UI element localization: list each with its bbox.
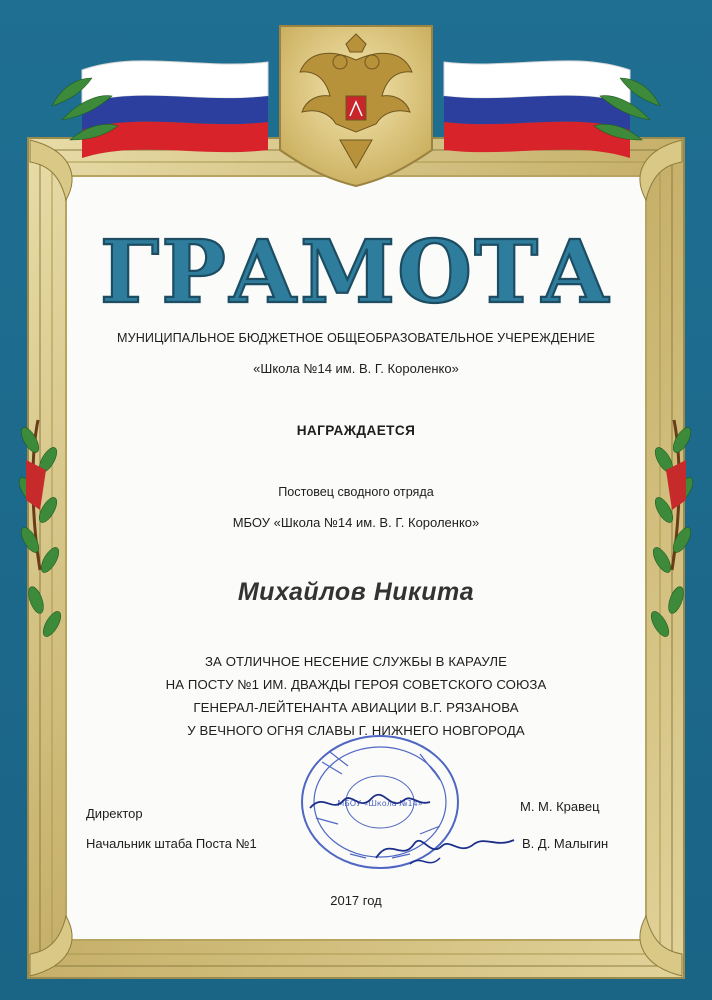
svg-text:ГРАМОТА: ГРАМОТА bbox=[99, 222, 613, 318]
reason-line: У ВЕЧНОГО ОГНЯ СЛАВЫ Г. НИЖНЕГО НОВГОРОДА bbox=[187, 723, 525, 738]
signatory-name-director: М. М. Кравец bbox=[520, 799, 600, 814]
stamp-text: МБОУ «Школа №14» bbox=[337, 799, 423, 808]
reason-line: ГЕНЕРАЛ-ЛЕЙТЕНАНТА АВИАЦИИ В.Г. РЯЗАНОВА bbox=[193, 700, 519, 715]
issue-year: 2017 год bbox=[330, 893, 382, 908]
signatory-position-chief-of-staff: Начальник штаба Поста №1 bbox=[86, 836, 257, 851]
coat-of-arms-icon bbox=[280, 26, 432, 186]
recipient-role-line2: МБОУ «Школа №14 им. В. Г. Короленко» bbox=[232, 515, 480, 530]
organization-name: МУНИЦИПАЛЬНОЕ БЮДЖЕТНОЕ ОБЩЕОБРАЗОВАТЕЛЬНОЕ УЧЕРЕЖДЕНИЕ bbox=[117, 331, 595, 345]
recipient-role-line1: Постовец сводного отряда bbox=[278, 485, 434, 499]
school-name: «Школа №14 им. В. Г. Короленко» bbox=[253, 361, 459, 376]
signatory-name-chief-of-staff: В. Д. Малыгин bbox=[522, 836, 609, 851]
signatory-position-director: Директор bbox=[86, 806, 143, 821]
certificate-title bbox=[0, 218, 712, 318]
recipient-name: Михайлов Никита bbox=[237, 578, 475, 606]
signature-malygin bbox=[370, 818, 520, 878]
awarded-label: НАГРАЖДАЕТСЯ bbox=[296, 423, 416, 438]
reason-line: НА ПОСТУ №1 ИМ. ДВАЖДЫ ГЕРОЯ СОВЕТСКОГО СОЮЗА bbox=[165, 677, 547, 692]
reason-line: ЗА ОТЛИЧНОЕ НЕСЕНИЕ СЛУЖБЫ В КАРАУЛЕ bbox=[204, 654, 508, 669]
